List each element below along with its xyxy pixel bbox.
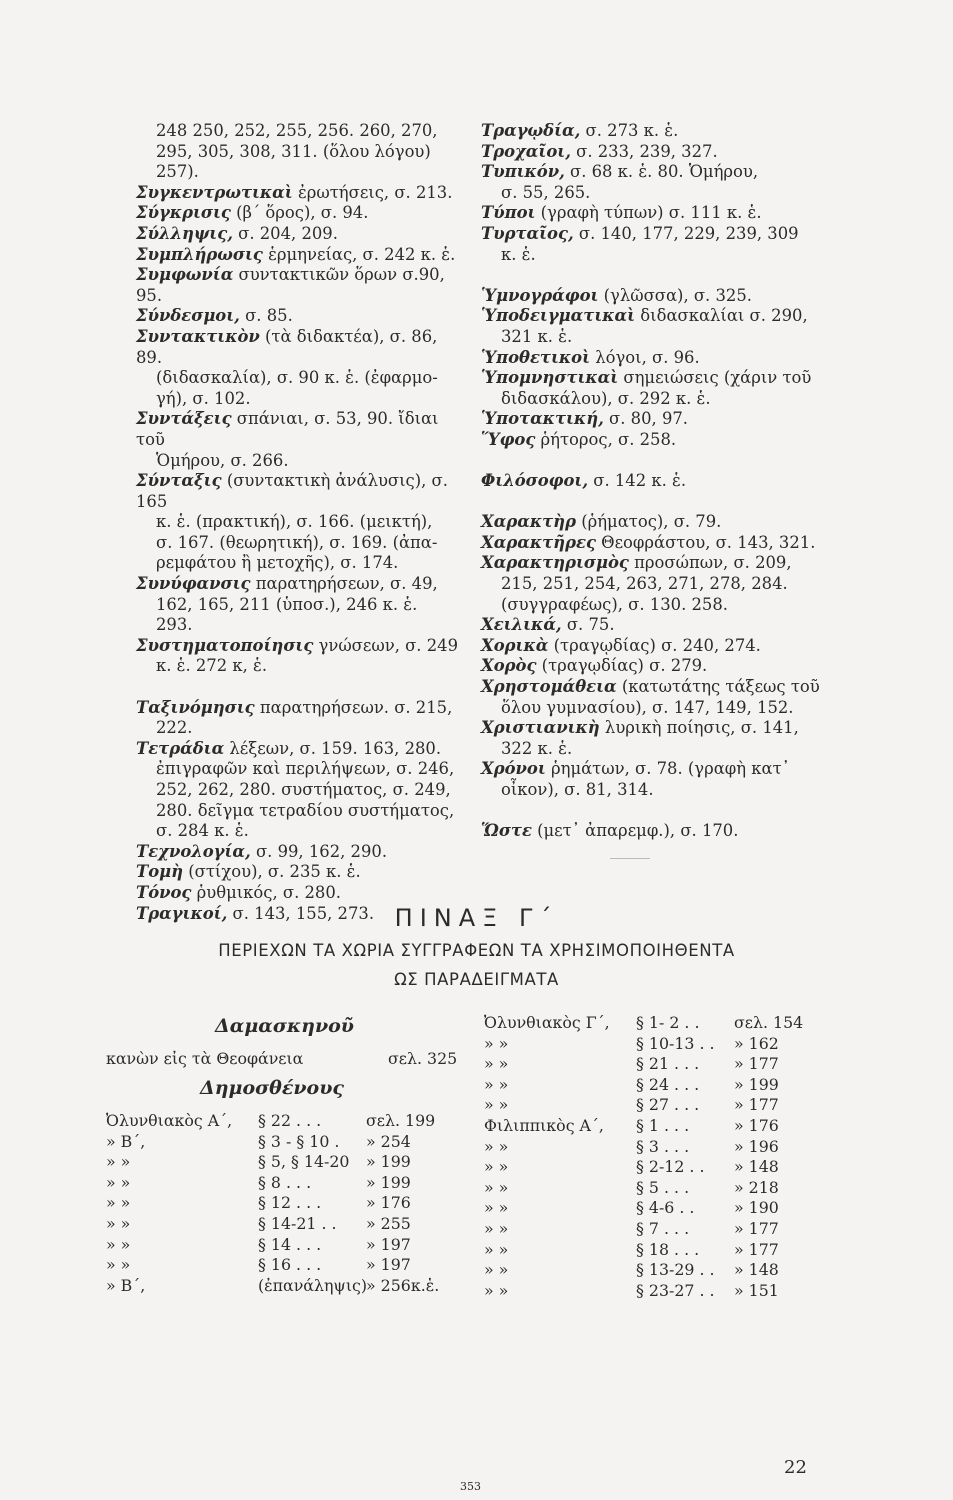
index-entry-continuation: (διδασκαλία), σ. 90 κ. ἑ. (ἐφαρμο-: [156, 368, 438, 388]
index-reference: ἑρμηνείας, σ. 242 κ. ἑ.: [262, 244, 456, 264]
index-term: Χαρακτηρισμὸς: [481, 553, 629, 573]
index-reference: Θεοφράστου, σ. 143, 321.: [595, 532, 816, 552]
index-entry-continuation: 293.: [156, 615, 193, 635]
citation-page: » 177: [734, 1239, 779, 1259]
citation-section: § 5, § 14-20: [258, 1152, 350, 1172]
index-entry: [481, 512, 821, 533]
index-entry-continuation: διδασκάλου), σ. 292 κ. ἑ.: [501, 388, 711, 408]
citation-section: § 12 . . .: [258, 1193, 322, 1213]
index-term: Σύνδεσμοι,: [136, 306, 240, 326]
index-entry: [136, 245, 461, 266]
index-entry-continuation: κ. ἑ.: [501, 244, 536, 264]
index-entry: [481, 409, 821, 430]
index-entry-continuation: 321 κ. ἑ.: [501, 326, 573, 346]
index-reference: (τραγῳδίας) σ. 279.: [536, 656, 708, 676]
index-entry-continuation: 215, 251, 254, 263, 271, 278, 284.: [501, 574, 788, 594]
index-entry: [136, 862, 461, 883]
citation-section: § 2-12 . .: [636, 1157, 705, 1177]
citation-page: » 151: [734, 1280, 779, 1300]
index-entry-continuation: (συγγραφέως), σ. 130. 258.: [501, 594, 728, 614]
index-reference: σ. 142 κ. ἑ.: [588, 471, 687, 491]
spacer: [481, 492, 821, 513]
index-term: Συντακτικὸν: [136, 326, 260, 346]
citation-page: » 197: [366, 1234, 411, 1254]
index-term: Χριστιανικὴ: [481, 718, 600, 738]
citation-work: » »: [484, 1095, 509, 1115]
citation-work: » »: [106, 1214, 131, 1233]
index-reference: λυρικὴ ποίησις, σ. 141,: [599, 718, 799, 738]
index-entry: [136, 883, 461, 904]
index-entry-continuation: κ. ἑ. (πρακτική), σ. 166. (μεικτή),: [156, 512, 433, 532]
index-term: Τυπικόν,: [481, 162, 565, 182]
index-term: Ὑμνογράφοι: [481, 285, 599, 305]
citation-page: » 148: [734, 1260, 779, 1280]
citation-work: » Β΄,: [106, 1131, 146, 1151]
citation-section: § 21 . . .: [636, 1054, 700, 1074]
index-term: Συμπλήρωσις: [136, 244, 263, 264]
index-entry-continuation: 295, 305, 308, 311. (ὅλου λόγου): [156, 141, 431, 161]
index-entry-continuation: σ. 167. (θεωρητική), σ. 169. (ἀπα-: [156, 532, 438, 552]
index-reference: (στίχου), σ. 235 κ. ἑ.: [183, 862, 361, 882]
index-entry-continuation: 252, 262, 280. συστήματος, σ. 249,: [156, 780, 451, 799]
citation-page: » 177: [734, 1054, 779, 1074]
index-term: Ταξινόμησις: [136, 697, 255, 717]
index-entry: [481, 759, 821, 780]
citation-page: » 176: [366, 1193, 411, 1213]
index-entry: [136, 224, 461, 245]
index-reference: σ. 75.: [561, 615, 615, 635]
index-entry: [481, 203, 821, 224]
page-number: 353: [460, 1480, 481, 1493]
index-entry: [136, 842, 461, 863]
index-term: Ὑπομνηστικαὶ: [481, 368, 619, 388]
index-term: Χρόνοι: [481, 759, 546, 779]
citation-section: § 24 . . .: [636, 1074, 700, 1094]
citation-page: σελ. 199: [366, 1111, 436, 1130]
index-reference: σ. 143, 155, 273.: [227, 903, 375, 923]
citation-section: § 14 . . .: [258, 1234, 322, 1254]
citation-work: » »: [106, 1193, 131, 1213]
citation-page: σελ. 154: [734, 1013, 804, 1032]
index-entry: [481, 553, 821, 574]
citation-section: § 5 . . .: [636, 1177, 690, 1197]
index-entry-continuation: γή), σ. 102.: [156, 388, 251, 408]
index-entry: [136, 327, 461, 368]
citation-work: » »: [106, 1234, 131, 1254]
citation-page: » 176: [734, 1116, 779, 1135]
citation-work: » »: [484, 1198, 509, 1218]
index-entry-continuation: σ. 284 κ. ἑ.: [156, 821, 249, 841]
citation-section: § 1 . . .: [636, 1116, 690, 1135]
index-entry: [481, 656, 821, 677]
author-damaskenos: Δαμασκηνοῦ: [215, 1015, 354, 1037]
index-entry-continuation: 162, 165, 211 (ὑποσ.), 246 κ. ἑ.: [156, 594, 418, 614]
index-subheading-line2: ΩΣ ΠΑΡΑΔΕΙΓΜΑΤΑ: [394, 970, 559, 989]
index-entry-continuation: κ. ἑ. 272 κ, ἑ.: [156, 656, 268, 676]
spacer: [481, 801, 821, 822]
index-reference: ῥυθμικός, σ. 280.: [191, 882, 341, 902]
index-entry: [481, 224, 821, 245]
index-entry: [481, 348, 821, 369]
index-term: Τεχνολογία,: [136, 841, 251, 861]
index-reference: ῥημάτων, σ. 78. (γραφὴ κατ᾿: [545, 759, 790, 779]
index-term: Ὕφος: [481, 429, 536, 449]
index-term: Σύνταξις: [136, 471, 222, 491]
index-entry: [481, 677, 821, 698]
citation-section: § 8 . . .: [258, 1172, 312, 1192]
citation-section: § 22 . . .: [258, 1111, 322, 1130]
index-term: Χορικὰ: [481, 635, 549, 655]
citation-page: » 197: [366, 1255, 411, 1275]
index-entry: [481, 615, 821, 636]
index-entry: [481, 471, 821, 492]
index-term: Χορὸς: [481, 656, 537, 676]
citation-section: § 18 . . .: [636, 1239, 700, 1259]
index-subheading-line1: ΠΕΡΙΕΧΩΝ ΤΑ ΧΩΡΙΑ ΣΥΓΓΡΑΦΕΩΝ ΤΑ ΧΡΗΣΙΜΟΠΟΙΗΘΕΝΤΑ: [218, 941, 735, 960]
index-entry-continuation: 280. δεῖγμα τετραδίου συστήματος,: [156, 800, 455, 820]
citation-work: » »: [484, 1219, 509, 1238]
index-reference: γνώσεων, σ. 249: [313, 635, 459, 655]
index-reference: (συντακτικὴ ἀνάλυσις), σ. 165: [136, 471, 448, 511]
spacer: [136, 677, 461, 698]
index-entry: [136, 306, 461, 327]
sheet-number: 22: [784, 1457, 807, 1478]
citation-page: » 256κ.ἑ.: [366, 1275, 440, 1295]
index-entry: [481, 718, 821, 739]
index-term: Τετράδια: [136, 738, 225, 758]
citation-work: » »: [106, 1255, 131, 1275]
index-term: Τόνος: [136, 882, 192, 902]
index-reference: λέξεων, σ. 159. 163, 280.: [224, 738, 442, 758]
index-entry-continuation: 248 250, 252, 255, 256. 260, 270,: [156, 121, 438, 140]
citation-section: § 3 . . .: [636, 1136, 690, 1156]
citation-work: » »: [484, 1136, 509, 1156]
index-reference: προσώπων, σ. 209,: [628, 553, 792, 573]
index-reference: ἐρωτήσεις, σ. 213.: [292, 182, 453, 202]
damaskenos-page: σελ. 325: [388, 1049, 458, 1068]
index-reference: (γλῶσσα), σ. 325.: [598, 285, 752, 305]
index-term: Ὥστε: [481, 821, 532, 841]
index-term: Χρηστομάθεια: [481, 677, 617, 697]
index-term: Χειλικά,: [481, 615, 562, 635]
citation-work: » »: [484, 1054, 509, 1074]
index-term: Σύλληψις,: [136, 223, 233, 243]
citation-work: » »: [106, 1172, 131, 1192]
index-entry-continuation: οἶκον), σ. 81, 314.: [501, 780, 654, 799]
index-reference: (τραγῳδίας) σ. 240, 274.: [548, 635, 761, 655]
citation-section: § 16 . . .: [258, 1255, 322, 1275]
index-entry: [136, 265, 461, 306]
index-term: Συντάξεις: [136, 409, 232, 429]
index-entry: [136, 471, 461, 512]
index-reference: (ῥήματος), σ. 79.: [575, 512, 722, 532]
citation-page: » 148: [734, 1157, 779, 1177]
citation-work: » Β΄,: [106, 1275, 146, 1295]
index-entry-continuation: 222.: [156, 718, 193, 738]
divider-line: [610, 858, 650, 859]
index-reference: σ. 68 κ. ἑ. 80. Ὁμήρου,: [564, 162, 759, 182]
index-term: Σύγκρισις: [136, 203, 231, 223]
index-reference: σ. 273 κ. ἑ.: [580, 121, 679, 140]
index-reference: σ. 233, 239, 327.: [570, 141, 718, 161]
citation-work: » »: [484, 1260, 509, 1280]
index-term: Ὑποθετικοὶ: [481, 347, 591, 367]
index-term: Τομὴ: [136, 862, 184, 882]
index-reference: σ. 99, 162, 290.: [250, 841, 388, 861]
citation-section: § 1- 2 . .: [636, 1013, 700, 1032]
index-entry: [136, 183, 461, 204]
index-reference: (γραφὴ τύπων) σ. 111 κ. ἑ.: [535, 203, 762, 223]
index-reference: συντακτικῶν ὅρων σ.90, 95.: [136, 265, 445, 305]
index-entry: [481, 306, 821, 327]
index-left-column: [136, 121, 461, 924]
index-term: Τύποι: [481, 203, 536, 223]
citation-page: » 199: [734, 1074, 779, 1094]
citation-page: » 190: [734, 1198, 779, 1218]
index-reference: σημειώσεις (χάριν τοῦ: [618, 368, 812, 388]
index-entry-continuation: ρεμφάτου ἢ μετοχῆς), σ. 174.: [156, 553, 399, 573]
index-term: Φιλόσοφοι,: [481, 471, 589, 491]
index-entry: [136, 203, 461, 224]
index-reference: (κατωτάτης τάξεως τοῦ: [616, 677, 820, 697]
index-reference: σ. 140, 177, 229, 239, 309: [573, 223, 799, 243]
citation-section: (ἐπανάληψις): [258, 1275, 368, 1295]
index-term: Χαρακτὴρ: [481, 512, 576, 532]
index-right-column: [481, 121, 821, 842]
index-entry: [481, 142, 821, 163]
index-heading: ΠΙΝΑΞ Γ΄: [394, 904, 559, 932]
index-entry: [481, 121, 821, 142]
citation-section: § 27 . . .: [636, 1095, 700, 1115]
index-entry-continuation: ὅλου γυμνασίου), σ. 147, 149, 152.: [501, 697, 794, 717]
index-reference: (μετ᾿ ἀπαρεμφ.), σ. 170.: [531, 821, 739, 841]
citation-page: » 255: [366, 1214, 411, 1233]
citation-page: » 177: [734, 1219, 779, 1238]
index-reference: λόγοι, σ. 96.: [590, 347, 700, 367]
index-reference: παρατηρήσεων. σ. 215,: [254, 697, 453, 717]
index-entry: [136, 739, 461, 760]
citation-section: § 10-13 . .: [636, 1033, 715, 1053]
citation-work: » »: [484, 1074, 509, 1094]
index-term: Ὑποτακτική,: [481, 409, 604, 429]
citation-section: § 23-27 . .: [636, 1280, 715, 1300]
citation-section: § 13-29 . .: [636, 1260, 715, 1280]
index-reference: ῥήτορος, σ. 258.: [535, 429, 677, 449]
index-term: Συνύφανσις: [136, 574, 251, 594]
index-entry: [481, 368, 821, 389]
citation-work: » »: [484, 1177, 509, 1197]
index-entry: [136, 698, 461, 719]
index-term: Χαρακτῆρες: [481, 532, 596, 552]
index-entry: [481, 286, 821, 307]
index-entry: [481, 821, 821, 842]
citation-page: » 162: [734, 1033, 779, 1053]
index-reference: (β΄ ὅρος), σ. 94.: [230, 203, 369, 223]
citation-work: Ὀλυνθιακὸς Α΄,: [106, 1111, 233, 1130]
citation-page: » 254: [366, 1131, 411, 1151]
citation-work: » »: [106, 1152, 131, 1172]
citation-section: § 7 . . .: [636, 1219, 690, 1238]
citation-work: » »: [484, 1239, 509, 1259]
index-term: Τυρταῖος,: [481, 223, 574, 243]
index-entry-continuation: Ὁμήρου, σ. 266.: [156, 450, 289, 470]
index-entry: [481, 636, 821, 657]
citation-page: » 196: [734, 1136, 779, 1156]
index-reference: διδασκαλίαι σ. 290,: [635, 306, 808, 326]
index-term: Τραγῳδία,: [481, 121, 581, 140]
citation-page: » 177: [734, 1095, 779, 1115]
index-reference: παρατηρήσεων, σ. 49,: [250, 574, 438, 594]
index-entry: [481, 430, 821, 451]
citation-section: § 14-21 . .: [258, 1214, 337, 1233]
citation-work: Φιλιππικὸς Α΄,: [484, 1116, 604, 1135]
citation-section: § 3 - § 10 .: [258, 1131, 340, 1151]
citation-work: » »: [484, 1157, 509, 1177]
index-entry-continuation: 322 κ. ἑ.: [501, 738, 573, 758]
index-entry-continuation: 257).: [156, 162, 199, 182]
spacer: [481, 265, 821, 286]
index-entry: [481, 533, 821, 554]
index-term: Συγκεντρωτικαὶ: [136, 182, 293, 202]
index-term: Συμφωνία: [136, 265, 234, 285]
citation-page: » 218: [734, 1177, 779, 1197]
index-reference: σ. 85.: [239, 306, 293, 326]
index-reference: σπάνιαι, σ. 53, 90. ἴδιαι τοῦ: [136, 409, 439, 449]
index-entry: [136, 409, 461, 450]
index-term: Τραγικοί,: [136, 903, 228, 923]
index-entry-continuation: ἐπιγραφῶν καὶ περιλήψεων, σ. 246,: [156, 759, 455, 779]
index-reference: σ. 80, 97.: [603, 409, 689, 429]
citation-work: » »: [484, 1033, 509, 1053]
citation-page: » 199: [366, 1172, 411, 1192]
spacer: [481, 451, 821, 472]
citation-work: » »: [484, 1280, 509, 1300]
damaskenos-work: κανὼν εἰς τὰ Θεοφάνεια: [106, 1049, 304, 1068]
author-demosthenes: Δημοσθένους: [200, 1077, 344, 1099]
index-reference: σ. 204, 209.: [232, 223, 338, 243]
index-entry-continuation: σ. 55, 265.: [501, 182, 591, 202]
index-entry: [481, 162, 821, 183]
citation-page: » 199: [366, 1152, 411, 1172]
index-term: Ὑποδειγματικαὶ: [481, 306, 636, 326]
index-reference: (τὰ διδακτέα), σ. 86, 89.: [136, 326, 438, 367]
citation-work: Ὀλυνθιακὸς Γ΄,: [484, 1013, 610, 1032]
index-term: Συστηματοποίησις: [136, 635, 314, 655]
index-term: Τροχαῖοι,: [481, 141, 571, 161]
citation-section: § 4-6 . .: [636, 1198, 695, 1218]
index-entry: [136, 574, 461, 595]
index-entry: [136, 636, 461, 657]
